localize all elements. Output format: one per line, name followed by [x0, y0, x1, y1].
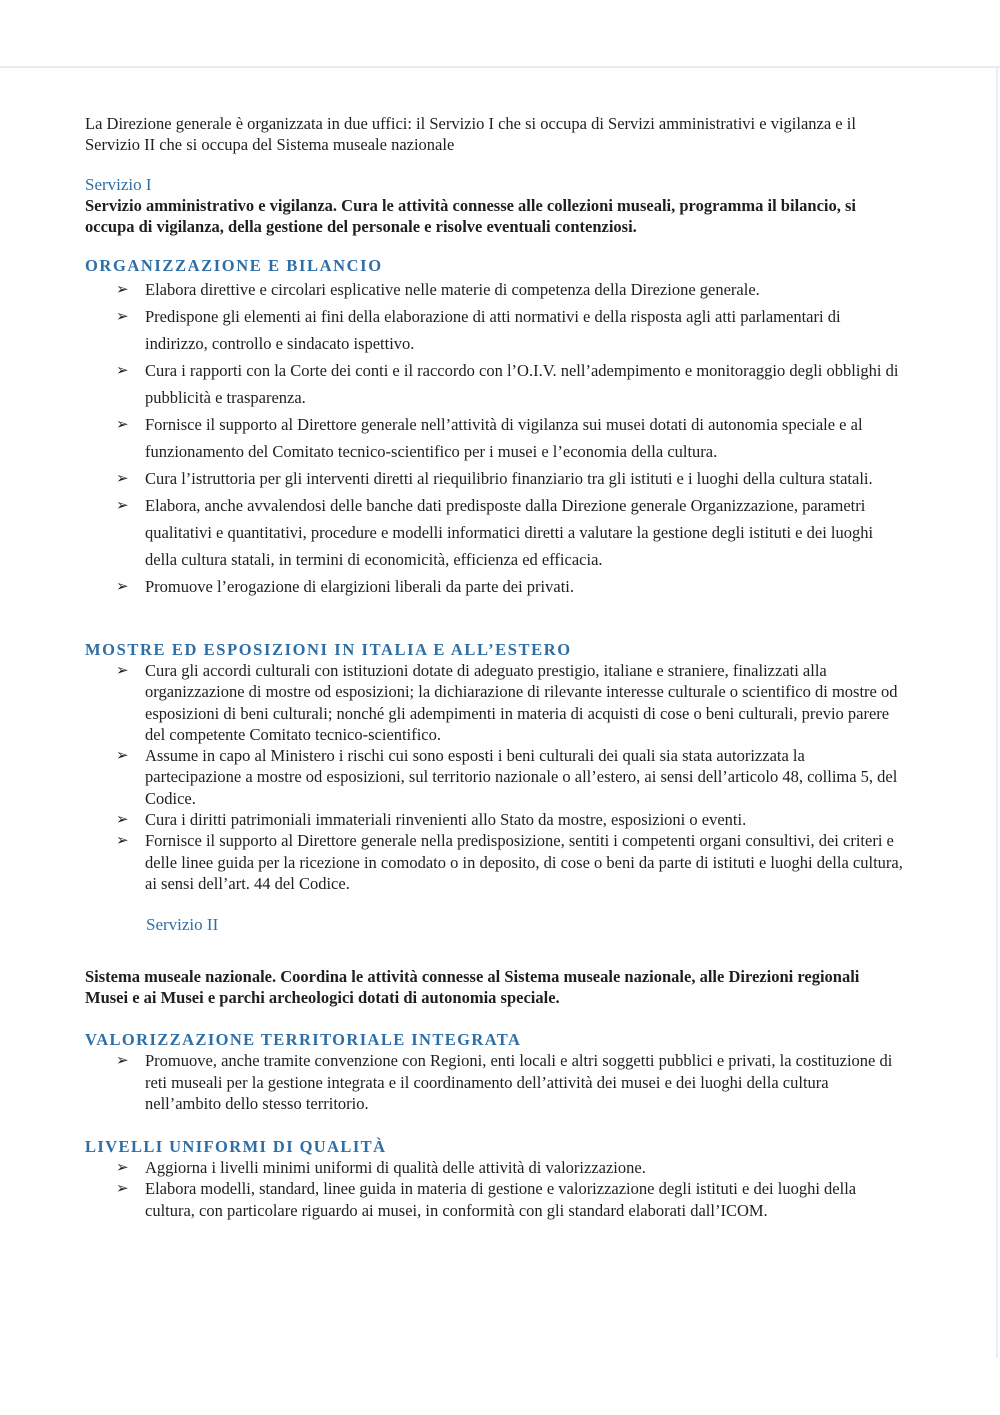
servizio-1-description: Servizio amministrativo e vigilanza. Cura le attività connesse alle collezioni museali, programma il bilancio, si occupa di vigilanza, della gestione del personale e risolve eventuali contenziosi. [85, 196, 856, 236]
list-item-text: Elabora, anche avvalendosi delle banche dati predisposte dalla Direzione generale Organizzazione, parametri qualitativi e quantitativi, procedure e modelli informatici diretti a valutare la gestione degli istituti e dei luoghi della cultura statali, in termini di economicità, efficienza ed efficacia. [145, 496, 874, 569]
bullet-arrow-icon: ➢ [116, 361, 129, 379]
valorizzazione-list [85, 1050, 905, 1114]
list-item [85, 276, 905, 303]
list-item [85, 492, 905, 573]
list-item [85, 660, 905, 745]
list-item-text: Cura gli accordi culturali con istituzioni dotate di adeguato prestigio, italiane e straniere, finalizzati alla organizzazione di mostre od esposizioni; la dichiarazione di rilevante interesse culturale o scientifico di mostre od esposizioni di beni culturali; nonché gli adempimenti in materia di acquisti di cose o beni culturali, previo parere del competente Comitato tecnico-scientifico. [145, 661, 898, 744]
page-right-edge [996, 68, 998, 1358]
bullet-arrow-icon: ➢ [116, 746, 129, 765]
servizio-1-title: Servizio I [85, 175, 152, 194]
list-item [85, 573, 905, 600]
section-heading-valorizzazione: VALORIZZAZIONE TERRITORIALE INTEGRATA [85, 1030, 522, 1050]
list-item-text: Promuove, anche tramite convenzione con Regioni, enti locali e altri soggetti pubblici e privati, la costituzione di reti museali per la gestione integrata e il coordinamento dell’attività dei musei e dei luoghi della cultura nell’ambito dello stesso territorio. [145, 1051, 893, 1113]
bullet-arrow-icon: ➢ [116, 1158, 129, 1177]
servizio-2-title: Servizio II [146, 915, 219, 935]
bullet-arrow-icon: ➢ [116, 577, 129, 595]
livelli-list [85, 1157, 905, 1221]
list-item [85, 1178, 905, 1221]
list-item [85, 1050, 905, 1114]
servizio-2-description: Sistema museale nazionale. Coordina le attività connesse al Sistema museale nazionale, alle Direzioni regionali Musei e ai Musei e parchi archeologici dotati di autonomia speciale. [85, 967, 860, 1008]
list-item [85, 745, 905, 809]
bullet-arrow-icon: ➢ [116, 661, 129, 679]
bullet-arrow-icon: ➢ [116, 810, 129, 829]
list-item-text: Elabora direttive e circolari esplicative nelle materie di competenza della Direzione generale. [145, 280, 760, 299]
list-item-text: Predispone gli elementi ai fini della elaborazione di atti normativi e della risposta agli atti parlamentari di indirizzo, controllo e sindacato ispettivo. [145, 307, 841, 353]
list-item-text: Promuove l’erogazione di elargizioni liberali da parte dei privati. [145, 577, 574, 596]
bullet-arrow-icon: ➢ [116, 831, 129, 850]
list-item-text: Assume in capo al Ministero i rischi cui sono esposti i beni culturali dei quali sia stata autorizzata la partecipazione a mostre od esposizioni, sul territorio nazionale o all’estero, ai sensi dell’articolo 48, collima 5, del Codice. [145, 746, 898, 808]
bullet-arrow-icon: ➢ [116, 415, 129, 433]
list-item [85, 1157, 905, 1178]
list-item [85, 809, 905, 830]
page-top-divider [0, 66, 1000, 68]
bullet-arrow-icon: ➢ [116, 1051, 129, 1070]
intro-paragraph: La Direzione generale è organizzata in due uffici: il Servizio I che si occupa di Servizi amministrativi e vigilanza e il Servizio II che si occupa del Sistema museale nazionale [85, 114, 856, 154]
list-item-text: Fornisce il supporto al Direttore generale nell’attività di vigilanza sui musei dotati di autonomia speciale e al funzionamento del Comitato tecnico-scientifico per i musei e l’economia della cultura. [145, 415, 863, 461]
list-item [85, 411, 905, 465]
list-item-text: Cura i rapporti con la Corte dei conti e il raccordo con l’O.I.V. nell’adempimento e monitoraggio degli obblighi di pubblicità e trasparenza. [145, 361, 899, 407]
section-heading-organizzazione: ORGANIZZAZIONE E BILANCIO [85, 256, 383, 275]
section-heading-livelli: LIVELLI UNIFORMI DI QUALITÀ [85, 1137, 387, 1157]
bullet-arrow-icon: ➢ [116, 307, 129, 325]
list-item-text: Cura l’istruttoria per gli interventi diretti al riequilibrio finanziario tra gli istituti e i luoghi della cultura statali. [145, 469, 873, 488]
list-item [85, 830, 905, 894]
list-item [85, 465, 905, 492]
list-item-text: Aggiorna i livelli minimi uniformi di qualità delle attività di valorizzazione. [145, 1158, 646, 1178]
list-item-text: Fornisce il supporto al Direttore generale nella predisposizione, sentiti i competenti organi consultivi, dei criteri e delle linee guida per la ricezione in comodato o in deposito, di cose o beni da parte di istituti e luoghi della cultura, ai sensi dell’art. 44 del Codice. [145, 831, 903, 893]
list-item [85, 303, 905, 357]
mostre-list [85, 660, 905, 894]
bullet-arrow-icon: ➢ [116, 280, 129, 298]
list-item [85, 357, 905, 411]
section-heading-mostre: MOSTRE ED ESPOSIZIONI IN ITALIA E ALL’ESTERO [85, 640, 572, 659]
bullet-arrow-icon: ➢ [116, 469, 129, 487]
list-item-text: Elabora modelli, standard, linee guida in materia di gestione e valorizzazione degli istituti e dei luoghi della cultura, con particolare riguardo ai musei, in conformità con gli standard elaborati dall’ICOM. [145, 1179, 857, 1220]
document-page [85, 113, 905, 1221]
list-item-text: Cura i diritti patrimoniali immateriali rinvenienti allo Stato da mostre, esposizioni o eventi. [145, 810, 747, 830]
bullet-arrow-icon: ➢ [116, 496, 129, 514]
organizzazione-list [85, 276, 905, 600]
bullet-arrow-icon: ➢ [116, 1179, 129, 1198]
